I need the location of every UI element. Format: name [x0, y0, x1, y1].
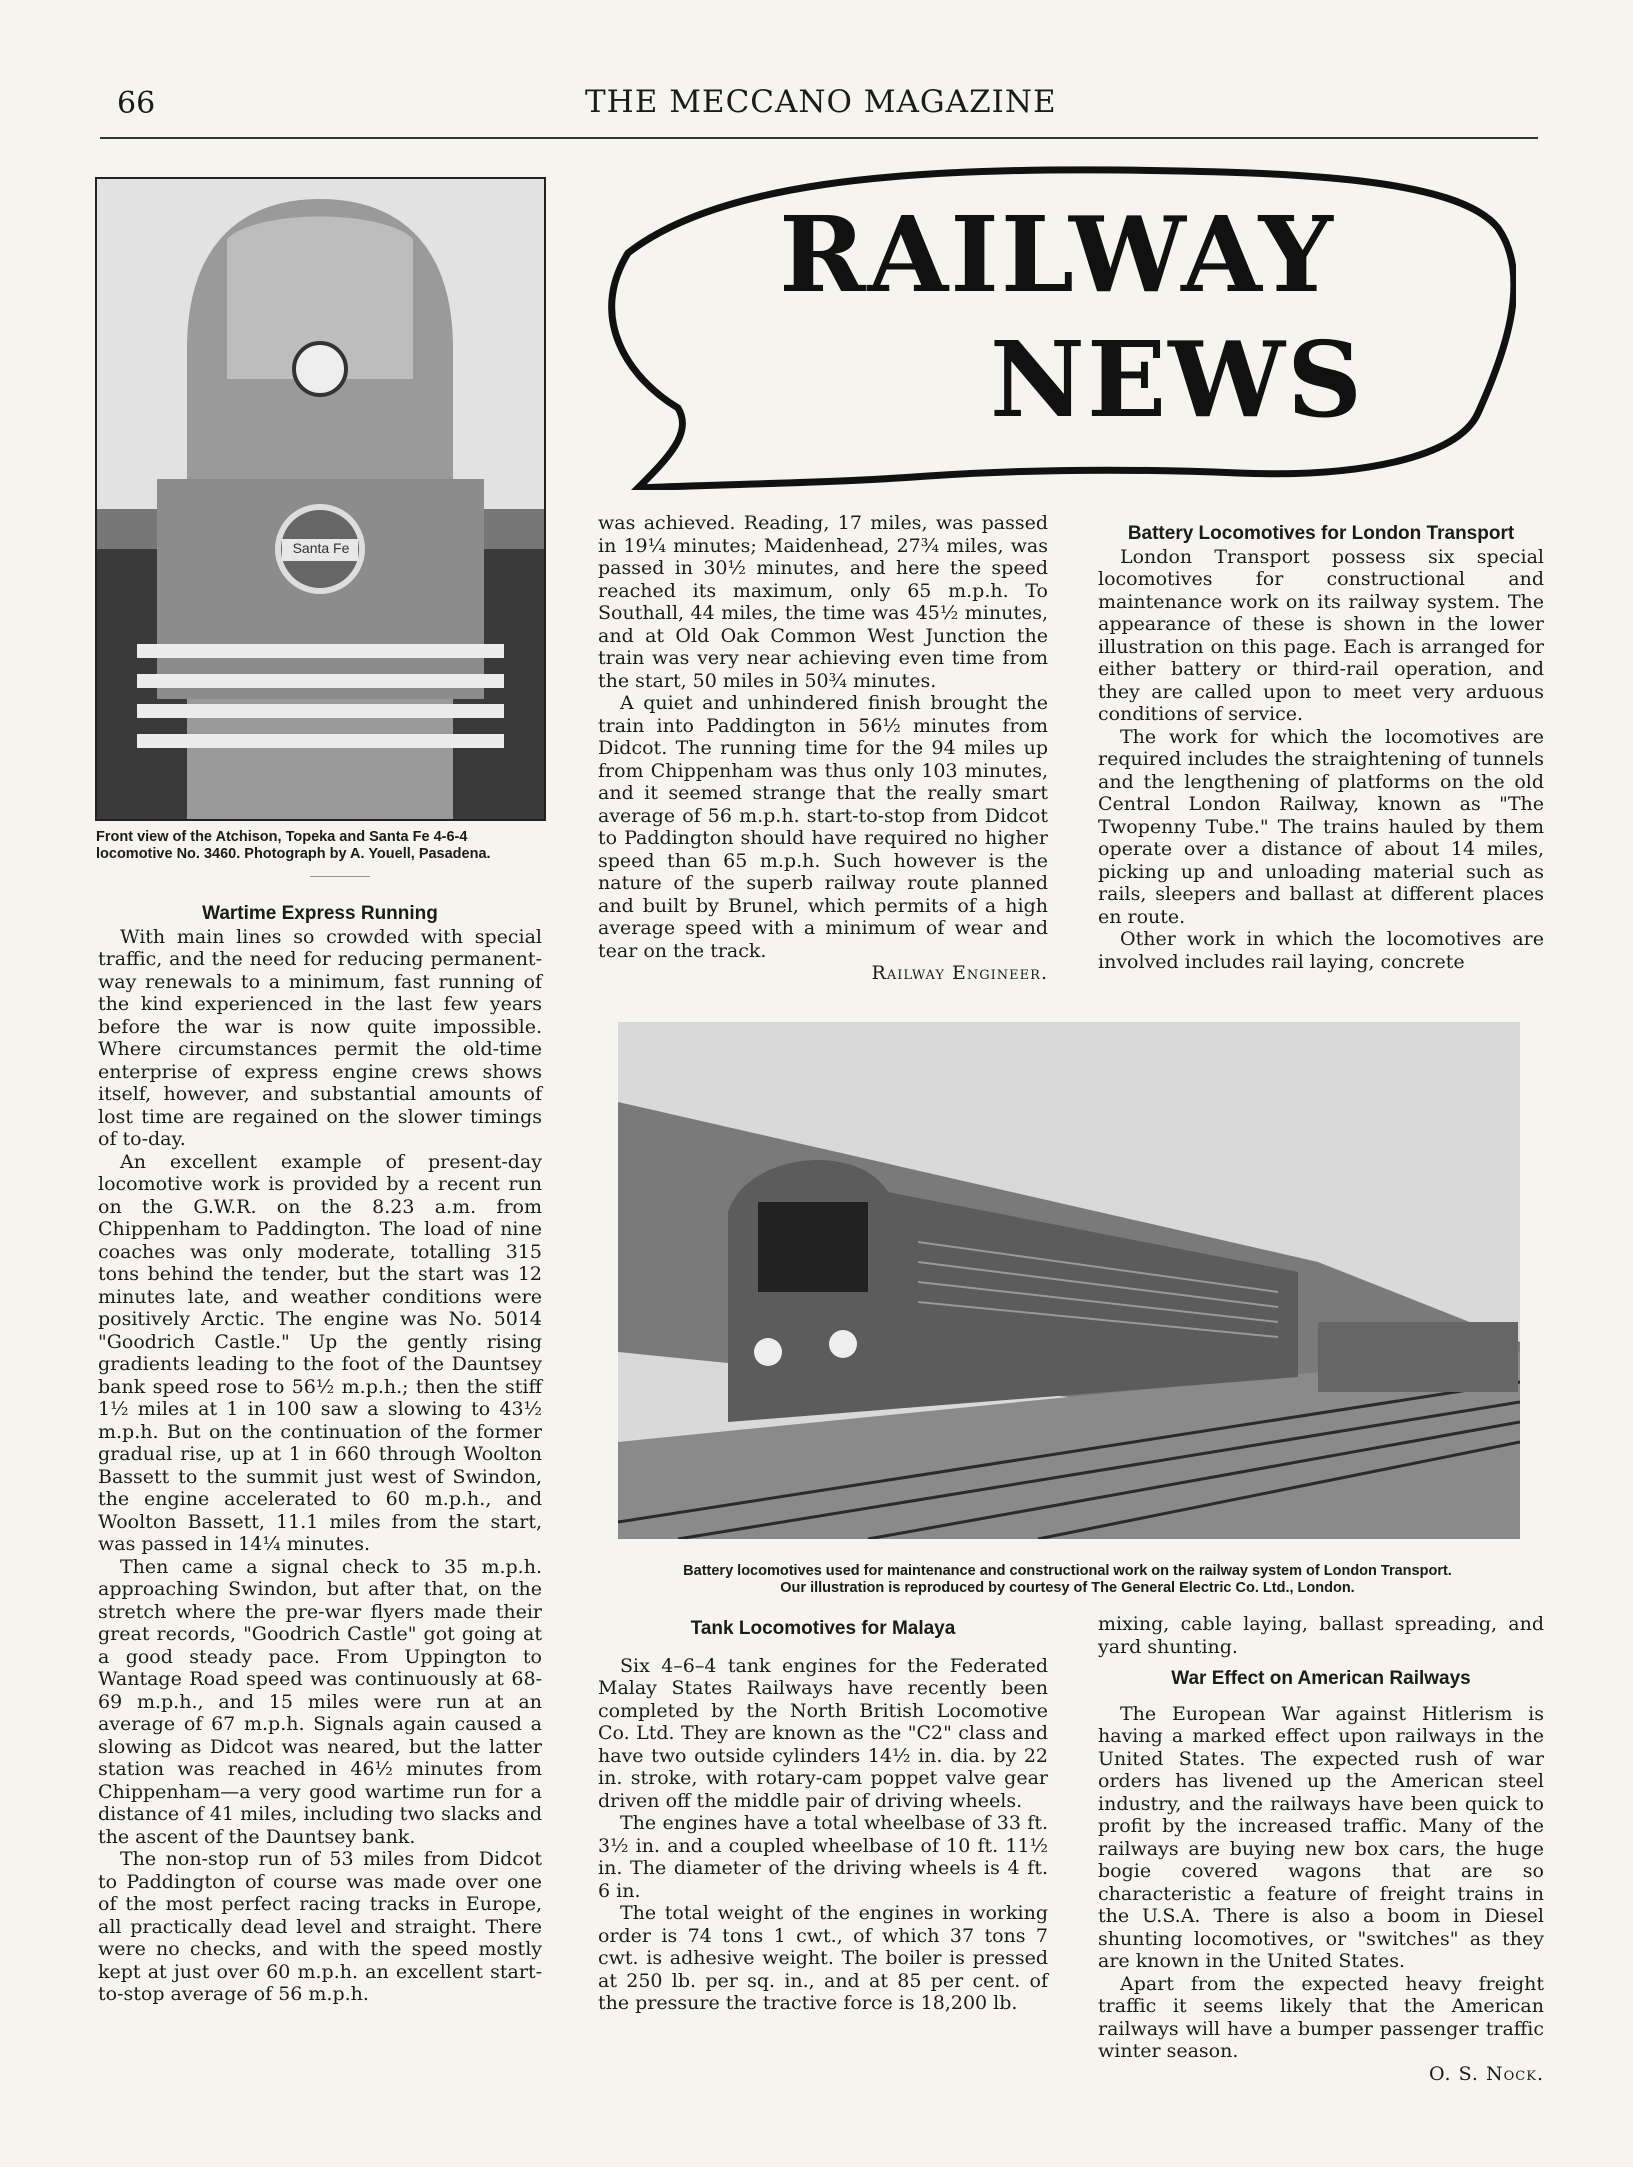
battery-caption-line2: Our illustration is reproduced by courtesy of The General Electric Co. Ltd., London. — [780, 1580, 1355, 1596]
column-left — [98, 903, 542, 2006]
wartime-paragraph: A quiet and unhindered finish brought the train into Paddington in 56½ minutes from Didcot. The running time for the 94 miles up from Chippenham was thus only 103 minutes, and it seemed strange that the really smart average of 56 m.p.h. start-to-stop from Didcot to Paddington should have required no higher speed than 65 m.p.h. Such however is the nature of the superb railway route planned and built by Brunel, which permits of a high average speed with a minimum of wear and tear on the track. — [598, 692, 1048, 962]
war-effect-paragraph: Apart from the expected heavy freight traffic it seems likely that the American railways will have a bumper passenger traffic winter season. — [1098, 1972, 1544, 2062]
battery-paragraph: The work for which the locomotives are required includes the straightening of tunnels and the lengthening of platforms on the old Central London Railway, known as "The Twopenny Tube." The trains hauled by them operate over a distance of about 14 miles, picking up and unloading material such as rails, sleepers and ballast at different places en route. — [1098, 725, 1544, 928]
banner-line-news: NEWS — [989, 318, 1365, 441]
malaya-paragraph: The total weight of the engines in working order is 74 tons 1 cwt., of which 37 tons 7 cwt. is adhesive weight. The boiler is pressed at 250 lb. per sq. in., and at 85 per cent. of the pressure the tractive force is 18,200 lb. — [598, 1902, 1048, 2014]
heading-wartime-express: Wartime Express Running — [202, 903, 438, 924]
wartime-paragraph: An excellent example of present-day locomotive work is provided by a recent run on the G.W.R. on the 8.23 a.m. from Chippenham to Paddington. The load of nine coaches was only moderate, totalling 315 tons behind the tender, but the start was 12 minutes late, and weather conditions were positively Arctic. The engine was No. 5014 "Goodrich Castle." Up the gently rising gradients leading to the foot of the Dauntsey bank speed rose to 56½ m.p.h.; then the stiff 1½ miles at 1 in 100 saw a slowing to 43½ m.p.h. But on the continuation of the former gradual rise, up at 1 in 660 through Woolton Bassett to the summit just west of Swindon, the engine accelerated to 60 m.p.h., and Woolton Bassett, 11.1 miles from the start, was passed in 14¼ minutes. — [98, 1150, 542, 1555]
battery-caption-line1: Battery locomotives used for maintenance and constructional work on the railway system of London Transport. — [683, 1563, 1452, 1579]
wartime-paragraph: Then came a signal check to 35 m.p.h. approaching Swindon, but after that, on the stretch where the pre-war flyers made their great records, "Goodrich Castle" got going at a good steady pace. From Uppington to Wantage Road speed was continuously at 68-69 m.p.h., and 15 miles were run at an average of 67 m.p.h. Signals again caused a slowing as Didcot was neared, but the latter station was reached in 46½ minutes from Chippenham—a very good wartime run for a distance of 41 miles, including two slacks and the ascent of the Dauntsey bank. — [98, 1555, 542, 1848]
war-effect-paragraph: The European War against Hitlerism is having a marked effect upon railways in the United States. The expected rush of war orders has livened up the American steel industry, and the railways have been quick to profit by the increased traffic. Many of the railways are buying new box cars, the huge bogie covered wagons that are so characteristic a feature of freight trains in the U.S.A. There is also a boom in Diesel shunting locomotives, or "switches" as they are known in the United States. — [1098, 1702, 1544, 1972]
page-number: 66 — [117, 86, 156, 121]
column-middle-top — [598, 512, 1048, 985]
heading-tank-locomotives: Tank Locomotives for Malaya — [690, 1618, 956, 1639]
wartime-signature: Railway Engineer. — [871, 962, 1048, 984]
wartime-paragraph: With main lines so crowded with special traffic, and the need for reducing permanent-way renewals to a minimum, fast running of the kind experienced in the last few years before the war is now quite impossible. Where circumstances permit the old-time enterprise of express engine crews shows itself, however, and substantial amounts of lost time are regained on the slower timings of to-day. — [98, 925, 542, 1150]
battery-paragraph: Other work in which the locomotives are involved includes rail laying, concrete — [1098, 928, 1544, 973]
battery-locomotive-photo — [618, 1022, 1520, 1539]
santa-fe-locomotive-photo — [95, 177, 546, 821]
column-right-top — [1098, 523, 1544, 973]
heading-war-effect: War Effect on American Railways — [1171, 1668, 1471, 1689]
santa-fe-badge: Santa Fe — [292, 540, 350, 556]
railway-news-banner — [598, 158, 1516, 490]
war-effect-signature: O. S. Nock. — [1429, 2062, 1544, 2085]
banner-line-railway: RAILWAY — [779, 193, 1335, 316]
column-middle-bottom — [598, 1618, 1048, 2015]
santa-fe-photo-caption: Front view of the Atchison, Topeka and Santa Fe 4-6-4 locomotive No. 3460. Photograph by A. Youell, Pasadena. — [96, 829, 491, 862]
wartime-paragraph-continued: was achieved. Reading, 17 miles, was passed in 19¼ minutes; Maidenhead, 27¾ miles, was passed in 30½ minutes, and here the speed reached its maximum, only 65 m.p.h. To Southall, 44 miles, the time was 45½ minutes, and at Old Oak Common West Junction the train was very near achieving even time from the start, 50 miles in 50¾ minutes. — [598, 512, 1048, 692]
battery-paragraph-continued: mixing, cable laying, ballast spreading, and yard shunting. — [1098, 1613, 1544, 1658]
malaya-paragraph: The engines have a total wheelbase of 33 ft. 3½ in. and a coupled wheelbase of 10 ft. 11½ in. The diameter of the driving wheels is 4 ft. 6 in. — [598, 1812, 1048, 1902]
wartime-paragraph: The non-stop run of 53 miles from Didcot to Paddington of course was made over one of the most perfect racing tracks in Europe, all practically dead level and straight. There were no checks, and with the speed mostly kept at just over 60 m.p.h. an excellent start-to-stop average of 56 m.p.h. — [98, 1848, 542, 2005]
malaya-paragraph: Six 4–6–4 tank engines for the Federated Malay States Railways have recently been completed by the North British Locomotive Co. Ltd. They are known as the "C2" class and have two outside cylinders 14½ in. dia. by 22 in. stroke, with rotary-cam poppet valve gear driven off the middle pair of driving wheels. — [598, 1654, 1048, 1812]
divider — [310, 876, 370, 877]
battery-paragraph: London Transport possess six special locomotives for constructional and maintenance work on its railway system. The appearance of these is shown in the lower illustration on this page. Each is arranged for either battery or third-rail operation, and they are called upon to meet very arduous conditions of service. — [1098, 545, 1544, 725]
header-rule — [100, 137, 1538, 139]
magazine-title: THE MECCANO MAGAZINE — [585, 84, 1057, 120]
battery-photo-caption — [600, 1563, 1535, 1597]
column-right-bottom — [1098, 1613, 1544, 2085]
heading-battery-locomotives: Battery Locomotives for London Transport — [1127, 523, 1515, 544]
